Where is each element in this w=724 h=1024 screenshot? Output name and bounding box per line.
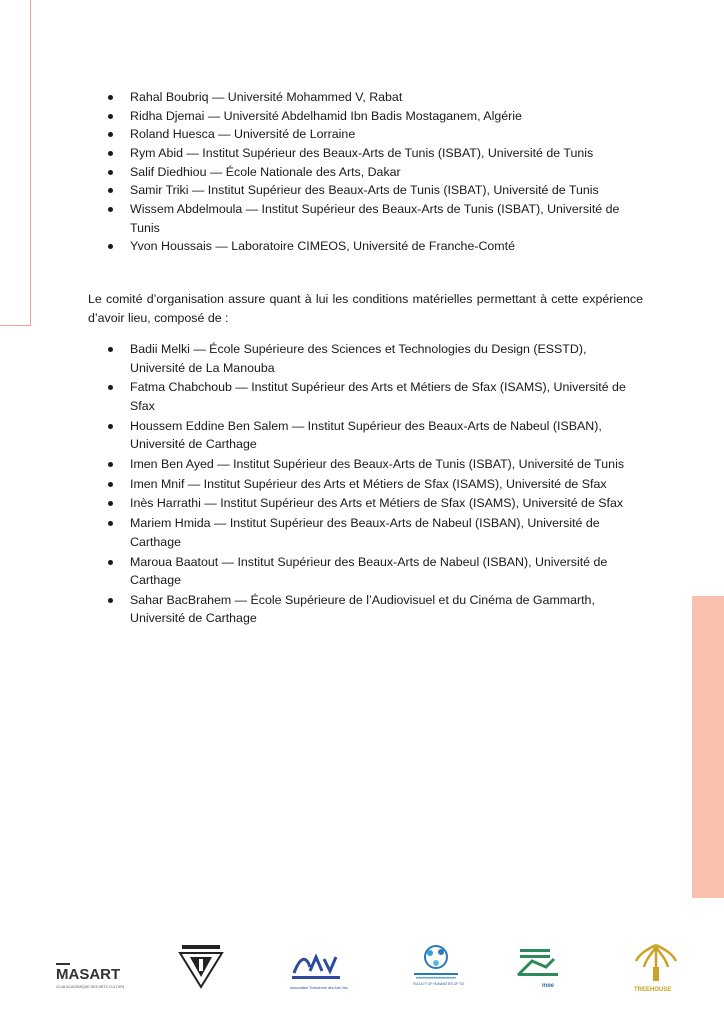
treehouse-logo (630, 939, 682, 999)
bullet-icon (108, 207, 113, 212)
list-item-text: Maroua Baatout — Institut Supérieur des Beaux-Arts de Nabeul (ISBAN), Université de Carthage (130, 554, 608, 588)
faculty-logo-sub: FACULTY OF HUMANITIES OF TUNIS (413, 982, 464, 986)
committee-member-item (108, 200, 643, 237)
organising-committee-list (108, 340, 643, 629)
list-item-text: Salif Diedhiou — École Nationale des Arts, Dakar (130, 164, 401, 179)
organising-member-item (108, 455, 643, 474)
bullet-icon (108, 521, 113, 526)
committee-member-item (108, 237, 643, 256)
bullet-icon (108, 347, 113, 352)
list-item-text: Mariem Hmida — Institut Supérieur des Beaux-Arts de Nabeul (ISBAN), Université de Carthage (130, 516, 600, 549)
bullet-icon (108, 170, 113, 175)
list-item-text: Yvon Houssais — Laboratoire CIMEOS, Université de Franche-Comté (130, 239, 515, 254)
dem-logo-text: mee (542, 983, 555, 989)
scientific-committee-list (108, 88, 643, 256)
list-item-text: Fatma Chabchoub — Institut Supérieur des Arts et Métiers de Sfax (ISAMS), Université de Sfax (130, 380, 626, 413)
list-item-text: Rym Abid — Institut Supérieur des Beaux-Arts de Tunis (ISBAT), Université de Tunis (130, 146, 594, 161)
list-item-text: Rahal Boubriq — Université Mohammed V, Rabat (130, 90, 403, 104)
committee-member-item (108, 144, 643, 163)
bullet-icon (108, 244, 113, 249)
bullet-icon (108, 132, 113, 137)
organising-committee-intro: Le comité d’organisation assure quant à lui les conditions matérielles permettant à cette expérience d’avoir lieu, composé de : (88, 292, 643, 325)
bullet-icon (108, 462, 113, 467)
faculty-logo (408, 943, 464, 995)
bullet-icon (108, 151, 113, 156)
organising-member-item (108, 494, 643, 513)
dem-logo-graphic (512, 945, 572, 993)
faculty-logo-graphic (408, 943, 464, 995)
emblem-logo-graphic (176, 943, 226, 993)
masart-logo-text: MASART (56, 966, 121, 983)
list-item-text: Samir Triki — Institut Supérieur des Beaux-Arts de Tunis (ISBAT), Université de Tunis (130, 183, 599, 198)
organising-member-item (108, 591, 643, 628)
atav-logo-sub: Association Tunisienne des Arts Visuels (290, 986, 348, 990)
organising-member-item (108, 475, 643, 494)
committee-member-item (108, 125, 643, 144)
list-item-text: Imen Mnif — Institut Supérieur des Arts et Métiers de Sfax (ISAMS), Université de Sfax (130, 476, 607, 491)
treehouse-logo-graphic (630, 939, 682, 999)
masart-logo-sub: CLUB ACADEMIQUE DES ARTS CULTURE (56, 985, 124, 989)
list-item-text: Wissem Abdelmoula — Institut Supérieur des Beaux-Arts de Tunis (ISBAT), Université de Tunis (130, 202, 620, 235)
committee-member-item (108, 163, 643, 182)
list-item-text: Houssem Eddine Ben Salem — Institut Supérieur des Beaux-Arts de Nabeul (ISBAN), Université de Carthage (130, 418, 602, 452)
list-item-text: Badii Melki — École Supérieure des Sciences et Technologies du Design (ESSTD), Université de La Manouba (130, 342, 587, 375)
partner-logos-row (0, 935, 724, 1005)
committee-member-item (108, 181, 643, 200)
bullet-icon (108, 598, 113, 603)
bullet-icon (108, 95, 113, 100)
decorative-band-right (692, 596, 724, 898)
bullet-icon (108, 482, 113, 487)
list-item-text: Imen Ben Ayed — Institut Supérieur des Beaux-Arts de Tunis (ISBAT), Université de Tunis (130, 456, 625, 471)
bullet-icon (108, 560, 113, 565)
organising-member-item (108, 553, 643, 590)
dem-logo (512, 945, 572, 993)
emblem-logo (176, 943, 226, 993)
committee-member-item (108, 107, 643, 126)
organising-member-item (108, 417, 643, 454)
decorative-frame-left (0, 0, 31, 326)
atav-logo-graphic (284, 949, 348, 993)
masart-logo-graphic (54, 957, 124, 991)
list-item-text: Roland Huesca — Université de Lorraine (130, 127, 356, 142)
bullet-icon (108, 188, 113, 193)
bullet-icon (108, 385, 113, 390)
list-item-text: Sahar BacBrahem — École Supérieure de l’Audiovisuel et du Cinéma de Gammarth, Université de Carthage (130, 592, 595, 626)
list-item-text: Ridha Djemai — Université Abdelhamid Ibn Badis Mostaganem, Algérie (130, 108, 522, 123)
organising-member-item (108, 514, 643, 551)
treehouse-logo-text: TREEHOUSE (634, 987, 672, 993)
organising-member-item (108, 340, 643, 377)
committee-member-item (108, 88, 643, 107)
bullet-icon (108, 114, 113, 119)
organising-member-item (108, 378, 643, 415)
masart-logo (54, 957, 124, 991)
bullet-icon (108, 501, 113, 506)
bullet-icon (108, 424, 113, 429)
atav-logo (284, 949, 348, 993)
list-item-text: Inès Harrathi — Institut Supérieur des Arts et Métiers de Sfax (ISAMS), Université de Sfax (130, 496, 624, 511)
